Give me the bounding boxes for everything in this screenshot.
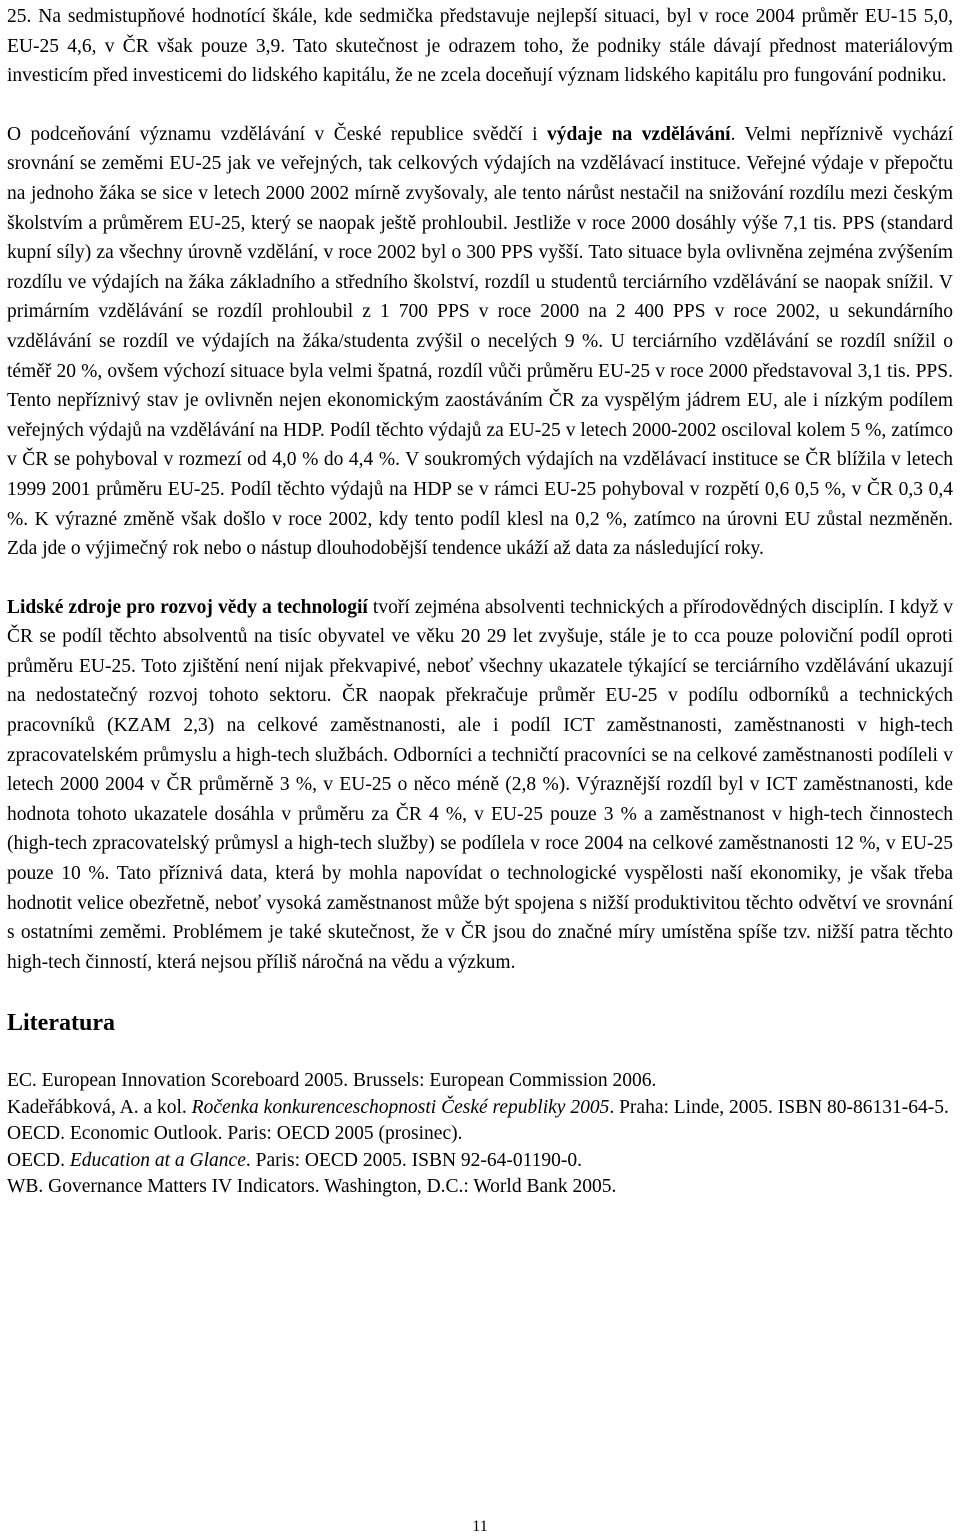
human-resources-bold-term: Lidské zdroje pro rozvoj vědy a technologií — [7, 596, 368, 618]
reference-author: Kadeřábková, A. a kol. — [7, 1096, 192, 1118]
page-number: 11 — [472, 1518, 488, 1535]
expenditure-bold-term: výdaje na vzdělávání — [546, 123, 731, 145]
reference-publication: . Paris: OECD 2005. ISBN 92-64-01190-0. — [245, 1149, 583, 1171]
literature-heading: Literatura — [7, 1010, 115, 1037]
human-resources-paragraph — [7, 593, 953, 978]
reference-item — [7, 1068, 953, 1095]
reference-publication: . Praha: Linde, 2005. ISBN 80-86131-64-5. — [609, 1096, 949, 1118]
reference-author: OECD. — [7, 1149, 70, 1171]
reference-item — [7, 1121, 953, 1148]
reference-title: Ročenka konkurenceschopnosti České republiky 2005 — [191, 1096, 610, 1118]
reference-item — [7, 1174, 953, 1201]
reference-item — [7, 1148, 953, 1175]
reference-title: Education at a Glance — [69, 1149, 246, 1171]
expenditure-body-text: . Velmi nepříznivě vychází srovnání se zeměmi EU-25 jak ve veřejných, tak celkových výdajích na vzdělávací instituce. Veřejné výdaje v přepočtu na jednoho žáka se sice v letech 2000 2002 mírně zvyšovaly, ale tento nárůst nestačil na snižování rozdílu mezi českým školstvím a průměrem EU-25, který se naopak ještě prohloubil. Jestliže v roce 2000 dosáhly výše 7,1 tis. PPS (standard kupní síly) za všechny úrovně vzdělání, v roce 2002 byl o 300 PPS vyšší. Tato situace byla ovlivněna zejména zvýšením rozdílu ve výdajích na žáka základního a středního školství, rozdíl u studentů terciárního vzdělávání se naopak snížil. V primárním vzdělávání se rozdíl prohloubil z 1 700 PPS v roce 2000 na 2 400 PPS v roce 2002, u sekundárního vzdělávání se rozdíl ve výdajích na žáka/studenta zvýšil o necelých 9 %. U terciárního vzdělávání se rozdíl snížil o téměř 20 %, ovšem výchozí situace byla velmi špatná, rozdíl vůči průměru EU-25 v roce 2000 představoval 3,1 tis. PPS. Tento nepříznivý stav je ovlivněn nejen ekonomickým zaostáváním ČR za vyspělým jádrem EU, ale i nízkým podílem veřejných výdajů na vzdělávání na HDP. Podíl těchto výdajů za EU-25 v letech 2000-2002 osciloval kolem 5 %, zatímco v ČR se pohyboval v rozmezí od 4,0 % do 4,4 %. V soukromých výdajích na vzdělávací instituce se ČR blížila v letech 1999 2001 průměru EU-25. Podíl těchto výdajů na HDP se v rámci EU-25 pohyboval v rozpětí 0,6 0,5 %, v ČR 0,3 0,4 %. K výrazné změně však došlo v roce 2002, kdy tento podíl klesl na 0,2 %, zatímco na úrovni EU zůstal nezměněn. Zda jde o výjimečný rok nebo o nástup dlouhodobější tendence ukáží až data za následující roky. — [7, 123, 953, 560]
reference-item — [7, 1095, 953, 1122]
reference-list — [7, 1068, 953, 1201]
intro-paragraph: 25. Na sedmistupňové hodnotící škále, kde sedmička představuje nejlepší situaci, byl v roce 2004 průměr EU-15 5,0, EU-25 4,6, v ČR však pouze 3,9. Tato skutečnost je odrazem toho, že podniky stále dávají přednost materiálovým investicím před investicemi do lidského kapitálu, že ne zcela doceňují význam lidského kapitálu pro fungování podniku. — [7, 6, 953, 87]
reference-text: WB. Governance Matters IV Indicators. Washington, D.C.: World Bank 2005. — [7, 1176, 617, 1198]
reference-text: OECD. Economic Outlook. Paris: OECD 2005 (prosinec). — [7, 1123, 463, 1145]
expenditure-lead-text: O podceňování významu vzdělávání v České republice svědčí i — [7, 123, 547, 145]
human-resources-body-text: tvoří zejména absolventi technických a přírodovědných disciplín. I když v ČR se podíl těchto absolventů na tisíc obyvatel ve věku 20 29 let zvyšuje, stále je to cca pouze poloviční podíl oproti průměru EU-25. Toto zjištění není nijak překvapivé, neboť všechny ukazatele týkající se terciárního vzdělávání ukazují na nedostatečný rozvoj tohoto sektoru. ČR naopak překračuje průměr EU-25 v podílu odborníků a technických pracovníků (KZAM 2,3) na celkové zaměstnanosti, ale i podíl ICT zaměstnanosti, zaměstnanosti v high-tech zpracovatelském průmyslu a high-tech službách. Odborníci a techničtí pracovníci se na celkové zaměstnanosti podíleli v letech 2000 2004 v ČR průměrně 3 %, v EU-25 o něco méně (2,8 %). Výraznější rozdíl byl v ICT zaměstnanosti, kde hodnota tohoto ukazatele dosáhla v průměru za ČR 4 %, v EU-25 pouze 3 % a zaměstnanost v high-tech činnostech (high-tech zpracovatelský průmysl a high-tech služby) se podílela v roce 2004 na celkové zaměstnanosti 12 %, v EU-25 pouze 10 %. Tato příznivá data, která by mohla napovídat o technologické vyspělosti naší ekonomiky, je však třeba hodnotit velice obezřetně, neboť vysoká zaměstnanost může být spojena s nižší produktivitou těchto odvětví ve srovnání s ostatními zeměmi. Problémem je také skutečnost, že v ČR jsou do značné míry umístěna spíše tzv. nižší patra těchto high-tech činností, která nejsou příliš náročná na vědu a výzkum. — [7, 596, 954, 973]
education-expenditure-paragraph — [7, 120, 953, 564]
reference-text: EC. European Innovation Scoreboard 2005. Brussels: European Commission 2006. — [7, 1070, 657, 1092]
document-page — [7, 0, 953, 1201]
